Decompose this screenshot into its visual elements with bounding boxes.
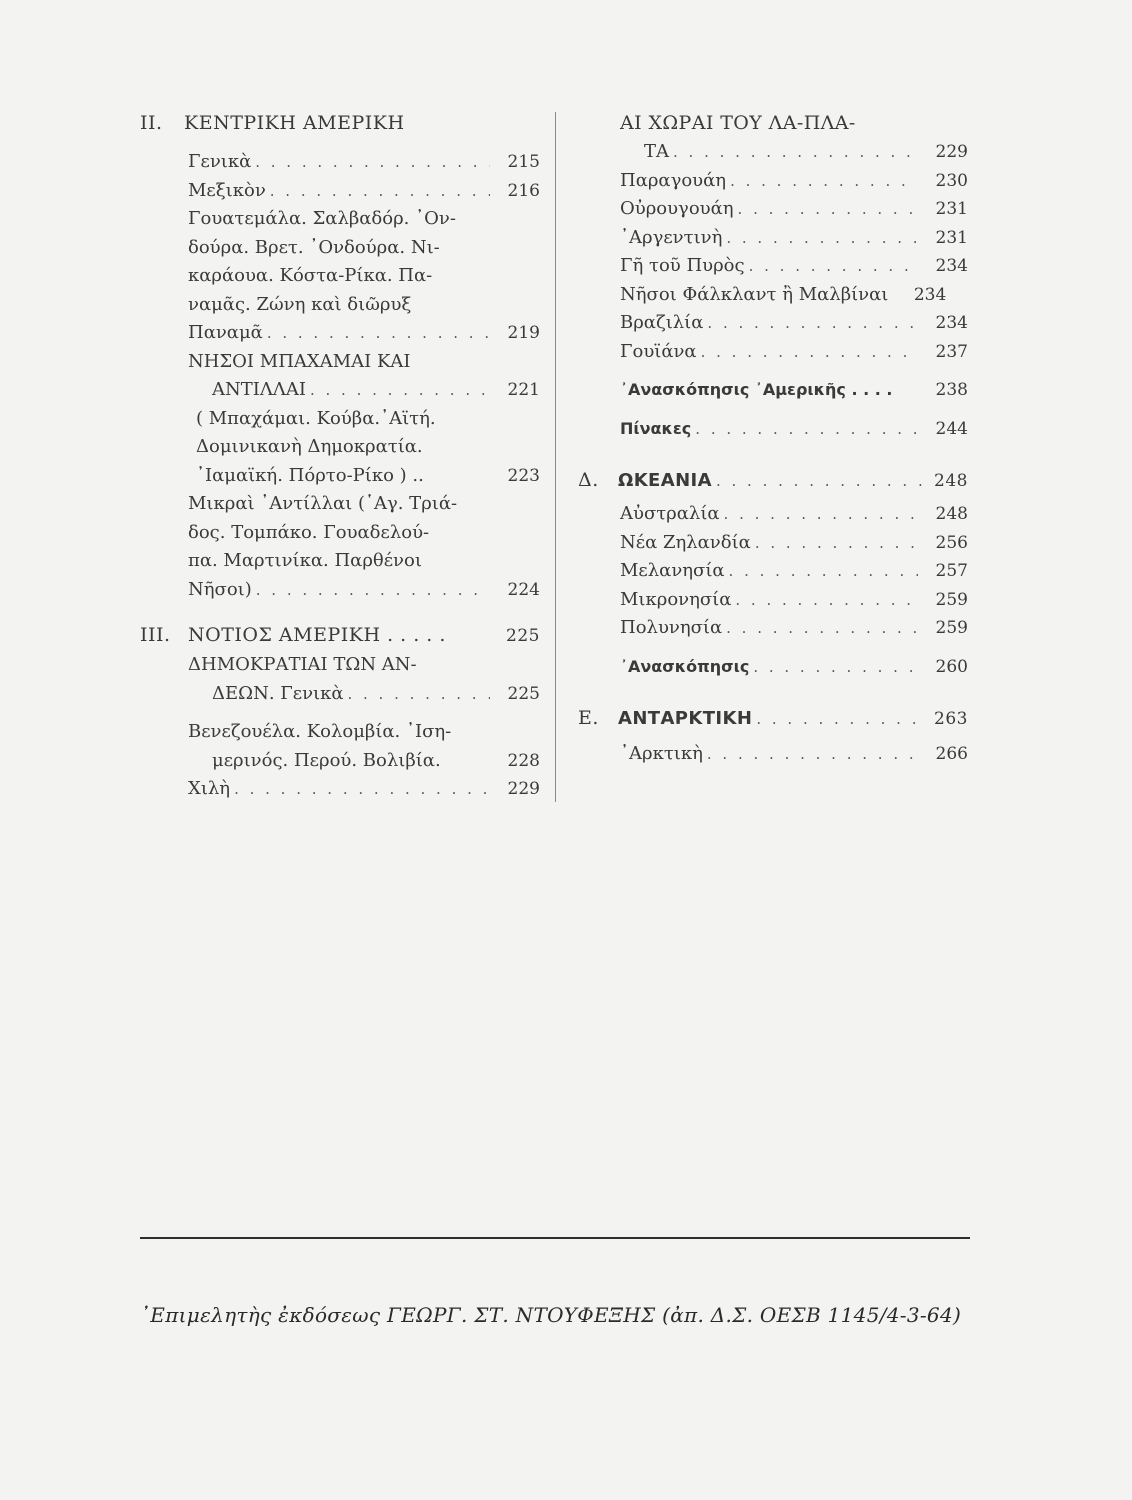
page-number: 248 <box>935 504 968 524</box>
page-number: 225 <box>506 626 540 646</box>
section-ii-heading <box>140 108 540 138</box>
page-number: 260 <box>935 656 968 677</box>
toc-entry[interactable] <box>188 148 540 177</box>
section-title: ΩΚΕΑΝΙΑ <box>618 470 712 491</box>
entry-text: ναμᾶς. Ζώνη καὶ διῶρυξ <box>188 293 412 315</box>
entry-text: ΝΗΣΟΙ ΜΠΑΧΑΜΑΙ ΚΑΙ <box>188 350 411 372</box>
toc-entry[interactable] <box>620 740 968 769</box>
toc-left-column <box>140 108 540 804</box>
entry-text: Οὐρουγουάη <box>620 198 734 219</box>
page-number: 248 <box>934 471 968 491</box>
entry-text: Μελανησία <box>620 560 725 581</box>
toc-entry[interactable] <box>620 586 968 615</box>
page-number: 266 <box>935 744 968 764</box>
section-number: Δ. <box>578 469 599 491</box>
page-number: 234 <box>935 256 968 276</box>
page-number: 229 <box>507 779 540 799</box>
toc-entry[interactable] <box>620 281 968 310</box>
entry-text: ᾿Αργεντινὴ <box>620 226 723 248</box>
section-number: III. <box>140 624 171 646</box>
entry-text: Δομινικανὴ Δημοκρατία. <box>196 436 423 457</box>
page-number: 259 <box>935 618 968 638</box>
entry-text: ᾿Αρκτικὴ <box>620 743 703 764</box>
toc-entry-lesser-antilles[interactable] <box>188 490 540 604</box>
entry-text: Παραγουάη <box>620 169 727 191</box>
toc-entry-bahamas[interactable] <box>188 348 540 405</box>
entry-text: μερινός. Περού. Βολιβία. <box>212 749 441 771</box>
toc-entry[interactable] <box>620 338 968 367</box>
entry-text: Νῆσοι) <box>188 578 252 600</box>
page-number: 219 <box>507 323 540 343</box>
page-number: 234 <box>935 313 968 333</box>
entry-text: Παναμᾶ <box>188 322 263 343</box>
toc-entry-review-america[interactable] <box>620 376 968 405</box>
toc-entry[interactable] <box>620 252 968 281</box>
toc-entry-tables[interactable] <box>620 415 968 444</box>
entry-text: Γῆ τοῦ Πυρὸς <box>620 255 745 276</box>
toc-entry-la-plata[interactable] <box>578 108 968 167</box>
entry-text: ΑΙ ΧΩΡΑΙ ΤΟΥ ΛΑ-ΠΛΑ- <box>620 112 856 134</box>
footer-rule <box>140 1237 970 1239</box>
entry-text: ( Μπαχάμαι. Κούβα.᾿Αϊτή. <box>196 407 436 429</box>
toc-entry[interactable] <box>620 557 968 586</box>
toc-entry[interactable] <box>620 309 968 338</box>
toc-right-column <box>578 108 968 769</box>
entry-text: Μικρονησία <box>620 588 732 610</box>
page-number: 259 <box>935 589 968 610</box>
section-e-heading[interactable] <box>578 703 968 734</box>
entry-text: Νέα Ζηλανδία <box>620 531 751 553</box>
page-number: 215 <box>507 152 540 172</box>
entry-text: ΤΑ <box>644 141 670 162</box>
page-number: 244 <box>935 418 968 439</box>
section-iii-heading[interactable] <box>140 620 540 651</box>
column-divider <box>555 112 556 802</box>
page-number: 230 <box>935 170 968 191</box>
entry-text: Μικραὶ ᾿Αντίλλαι (῾Αγ. Τριά- <box>188 493 458 514</box>
page-number: 223 <box>507 465 540 486</box>
entry-text: δος. Τομπάκο. Γουαδελού- <box>188 521 430 543</box>
toc-entry[interactable] <box>620 167 968 196</box>
entry-text: Αὐστραλία <box>620 503 720 524</box>
toc-entry-venezuela[interactable] <box>188 718 540 775</box>
toc-entry-review-oceania[interactable] <box>620 653 968 682</box>
entry-text: ΑΝΤΙΛΛΑΙ <box>212 379 306 400</box>
entry-text: ΔΗΜΟΚΡΑΤΙΑΙ ΤΩΝ ΑΝ- <box>188 654 417 675</box>
page-number: 228 <box>507 750 540 771</box>
page-number: 237 <box>935 341 968 362</box>
section-d-heading[interactable] <box>578 465 968 496</box>
page-number: 231 <box>935 227 968 248</box>
section-title: ΚΕΝΤΡΙΚΗ ΑΜΕΡΙΚΗ <box>184 112 405 134</box>
page-number: 216 <box>507 180 540 201</box>
toc-entry[interactable] <box>188 775 540 804</box>
toc-entry[interactable] <box>620 195 968 224</box>
page-number: 256 <box>935 532 968 553</box>
toc-entry-central-america[interactable] <box>188 205 540 348</box>
toc-entry[interactable] <box>620 529 968 558</box>
page-number: 225 <box>507 683 540 704</box>
page-number: 234 <box>913 284 947 305</box>
entry-text: Βραζιλία <box>620 312 704 333</box>
page-number: 263 <box>934 709 968 729</box>
toc-entry-andes[interactable] <box>188 651 540 708</box>
toc-entry[interactable] <box>620 500 968 529</box>
entry-text: Γουατεμάλα. Σαλβαδόρ. ᾿Ον- <box>188 208 456 229</box>
entry-text: Πολυνησία <box>620 617 723 638</box>
entry-text: ΔΕΩΝ. Γενικὰ <box>212 682 344 704</box>
entry-text: ᾿Ανασκόπησις ᾿Αμερικῆς . . . . <box>620 380 893 399</box>
toc-entry[interactable] <box>620 224 968 253</box>
page-number: 231 <box>935 199 968 219</box>
page-number: 238 <box>935 380 968 400</box>
entry-text: Νῆσοι Φάλκλαντ ἢ Μαλβίναι <box>620 283 889 305</box>
section-number: II. <box>140 112 163 134</box>
entry-text: ᾿Ανασκόπησις <box>620 656 750 676</box>
editor-credit: ᾿Επιμελητὴς ἐκδόσεως ΓΕΩΡΓ. ΣΤ. ΝΤΟΥΦΕΞΗΣ (ἀπ. Δ.Σ. ΟΕΣΒ 1145/4-3-64) <box>140 1303 962 1327</box>
toc-entry-antilles[interactable] <box>188 405 540 491</box>
entry-text: Γενικὰ <box>188 151 252 172</box>
section-number: Ε. <box>578 707 599 729</box>
entry-text: Βενεζουέλα. Κολομβία. ᾿Ιση- <box>188 721 452 742</box>
entry-text: Μεξικὸν <box>188 179 266 201</box>
toc-entry[interactable] <box>620 614 968 643</box>
entry-text: Γουϊάνα <box>620 340 697 362</box>
entry-text: ᾿Ιαμαϊκή. Πόρτο-Ρίκο ) .. <box>196 464 424 486</box>
section-title: ΑΝΤΑΡΚΤΙΚΗ <box>618 708 753 729</box>
page-number: 229 <box>935 142 968 162</box>
section-title: ΝΟΤΙΟΣ ΑΜΕΡΙΚΗ . . . . . <box>188 624 446 646</box>
entry-text: Πίνακες <box>620 418 692 438</box>
entry-text: δούρα. Βρετ. ᾿Ονδούρα. Νι- <box>188 236 440 258</box>
entry-text: πα. Μαρτινίκα. Παρθένοι <box>188 550 422 571</box>
entry-text: καράουα. Κόστα-Ρίκα. Πα- <box>188 265 433 286</box>
toc-entry[interactable] <box>188 177 540 206</box>
page-number: 257 <box>935 561 968 581</box>
page-number: 221 <box>507 380 540 400</box>
entry-text: Χιλὴ <box>188 778 231 799</box>
page-number: 224 <box>507 579 540 600</box>
